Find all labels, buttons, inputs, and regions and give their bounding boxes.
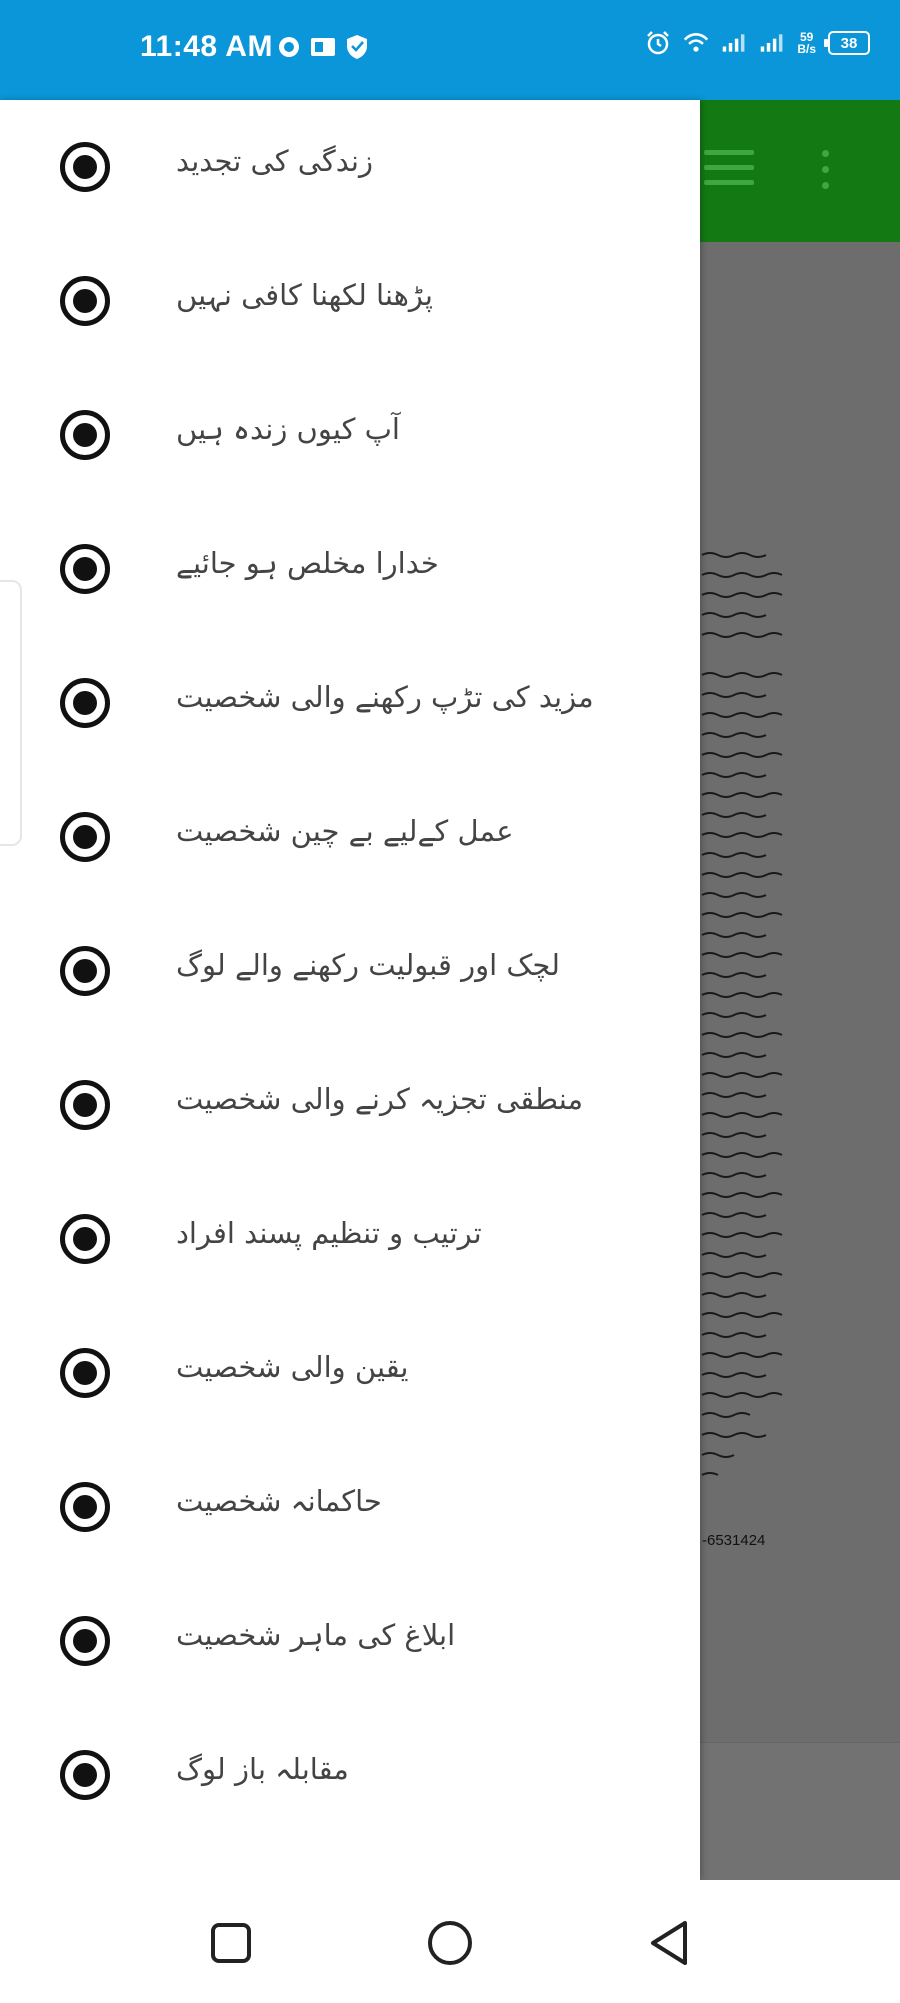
drawer-item[interactable]: [0, 368, 700, 502]
drawer-item[interactable]: [0, 1038, 700, 1172]
drawer-item-label: آپ کیوں زندہ ہیں: [176, 412, 400, 446]
drawer-item-label: عمل کےلیے بے چین شخصیت: [176, 814, 514, 848]
square-icon: [209, 1921, 253, 1965]
signal-icon: [721, 30, 747, 56]
alarm-icon: [645, 30, 671, 56]
background-phone-text: -6531424: [702, 1532, 766, 1549]
radio-selected-icon: [60, 1080, 110, 1130]
drawer-item[interactable]: [0, 100, 700, 234]
drawer-item-label: مقابلہ باز لوگ: [176, 1752, 349, 1786]
status-right-icons: [645, 30, 870, 56]
shield-icon: [344, 34, 370, 60]
status-bar: [0, 0, 900, 100]
radio-selected-icon: [60, 1482, 110, 1532]
radio-selected-icon: [60, 142, 110, 192]
drawer-item-label: حاکمانہ شخصیت: [176, 1484, 382, 1518]
radio-selected-icon: [60, 678, 110, 728]
radio-selected-icon: [60, 544, 110, 594]
navigation-drawer: [0, 100, 700, 1880]
home-button[interactable]: [425, 1918, 475, 1968]
radio-selected-icon: [60, 276, 110, 326]
list-menu-icon: [704, 150, 754, 195]
back-button[interactable]: [644, 1918, 694, 1968]
vpn-icon: [276, 34, 302, 60]
sim-icon: [310, 34, 336, 60]
system-nav-bar: [0, 1880, 900, 2003]
drawer-item[interactable]: [0, 1440, 700, 1574]
drawer-item[interactable]: [0, 234, 700, 368]
radio-selected-icon: [60, 946, 110, 996]
net-speed: [797, 31, 816, 55]
drawer-item[interactable]: [0, 1708, 700, 1842]
net-speed-value: 59: [799, 30, 814, 44]
background-text-image: [700, 550, 790, 1560]
circle-icon: [426, 1919, 474, 1967]
radio-selected-icon: [60, 1348, 110, 1398]
drawer-item-label: لچک اور قبولیت رکھنے والے لوگ: [176, 948, 560, 982]
drawer-item[interactable]: [0, 770, 700, 904]
wifi-icon: [683, 30, 709, 56]
signal-icon-2: [759, 30, 785, 56]
drawer-item-label: منطقی تجزیہ کرنے والی شخصیت: [176, 1082, 583, 1116]
background-app-scrim[interactable]: [700, 100, 900, 1880]
radio-selected-icon: [60, 410, 110, 460]
battery-level: 38: [840, 34, 858, 52]
drawer-item[interactable]: [0, 502, 700, 636]
drawer-item-label: پڑھنا لکھنا کافی نہیں: [176, 278, 433, 312]
radio-selected-icon: [60, 1750, 110, 1800]
drawer-item-label: ابلاغ کی ماہر شخصیت: [176, 1618, 456, 1652]
drawer-item-label: مزید کی تڑپ رکھنے والی شخصیت: [176, 680, 594, 714]
background-toolbar: [700, 100, 900, 242]
battery-icon: [828, 31, 870, 55]
radio-selected-icon: [60, 1616, 110, 1666]
net-speed-unit: B/s: [797, 42, 816, 56]
drawer-item[interactable]: [0, 904, 700, 1038]
drawer-item[interactable]: [0, 1172, 700, 1306]
drawer-item-label: زندگی کی تجدید: [176, 144, 373, 178]
recents-button[interactable]: [206, 1918, 256, 1968]
radio-selected-icon: [60, 812, 110, 862]
status-left-icons: [276, 34, 370, 60]
drawer-item-label: خدارا مخلص ہو جائیے: [176, 546, 439, 580]
drawer-item-label: ترتیب و تنظیم پسند افراد: [176, 1216, 482, 1250]
drawer-item[interactable]: [0, 1306, 700, 1440]
drawer-item[interactable]: [0, 636, 700, 770]
radio-selected-icon: [60, 1214, 110, 1264]
drawer-item[interactable]: [0, 1574, 700, 1708]
triangle-back-icon: [647, 1919, 691, 1967]
background-bottom-bar: [700, 1742, 900, 1880]
status-time: 11:48 AM: [140, 30, 273, 63]
overflow-menu-icon: [822, 150, 829, 198]
drawer-item-label: یقین والی شخصیت: [176, 1350, 409, 1384]
